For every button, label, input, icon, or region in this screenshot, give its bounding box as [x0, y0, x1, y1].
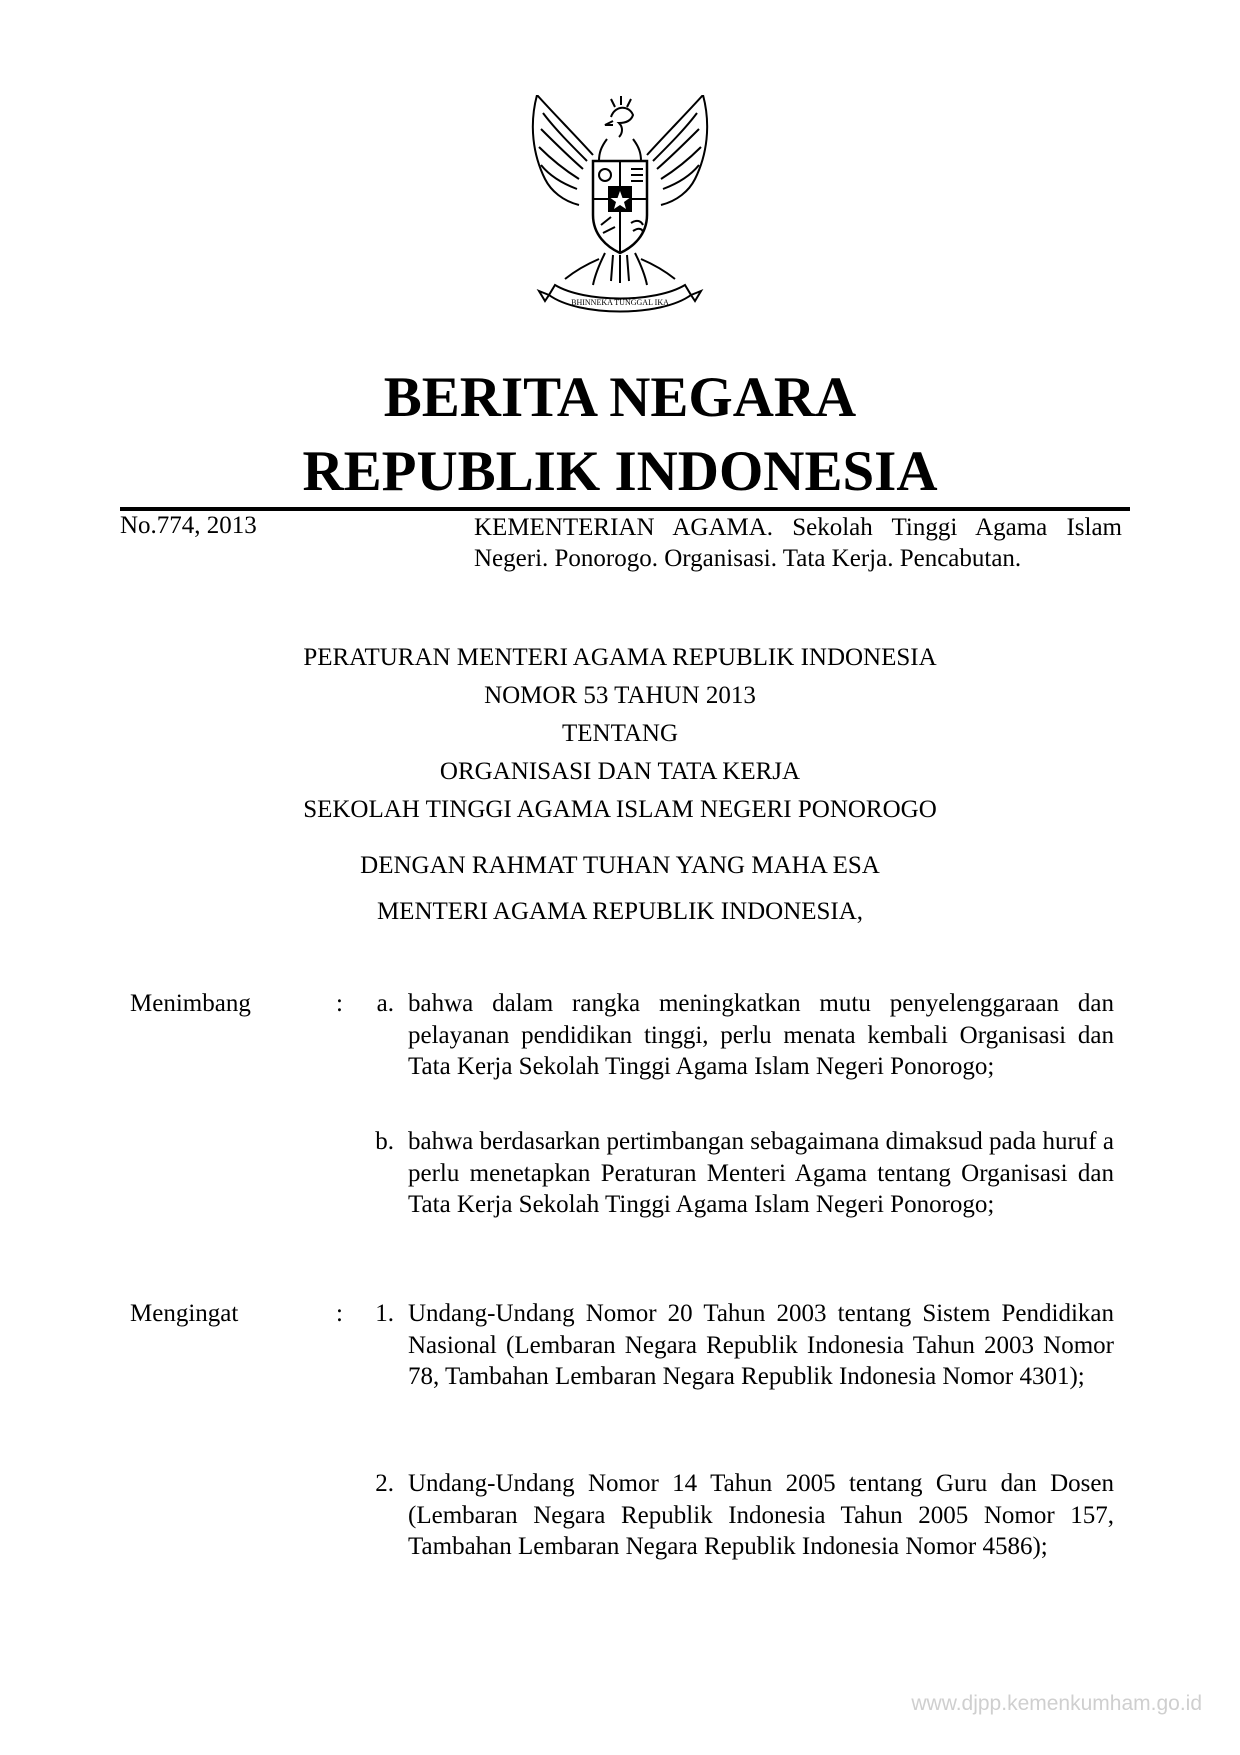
menimbang-item-mark: a. — [376, 990, 394, 1017]
mengingat-colon: : — [336, 1300, 343, 1327]
mengingat-label: Mengingat — [130, 1300, 239, 1327]
preamble-line1: DENGAN RAHMAT TUHAN YANG MAHA ESA — [360, 852, 880, 879]
menimbang-item-mark: b. — [375, 1128, 394, 1155]
masthead-title: BERITA NEGARA — [383, 366, 857, 429]
regulation-subject-line1: ORGANISASI DAN TATA KERJA — [439, 758, 801, 785]
watermark-url: www.djpp.kemenkumham.go.id — [911, 1692, 1202, 1715]
masthead-divider — [120, 507, 1130, 511]
mengingat-item-mark: 2. — [375, 1470, 394, 1497]
regulation-tentang: TENTANG — [561, 720, 679, 747]
gazette-number: No.774, 2013 — [120, 512, 257, 539]
mengingat-item-text: Undang-Undang Nomor 14 Tahun 2005 tentang Guru dan Dosen (Lembaran Negara Republik Indonesia Tahun 2005 Nomor 157, Tambahan Lembaran Negara Republik Indonesia Nomor 4586); — [408, 1470, 1114, 1560]
menimbang-label: Menimbang — [130, 990, 251, 1017]
masthead-subtitle: REPUBLIK INDONESIA — [302, 440, 938, 503]
preamble-line2: MENTERI AGAMA REPUBLIK INDONESIA, — [376, 898, 864, 925]
mengingat-item-text: Undang-Undang Nomor 20 Tahun 2003 tentang Sistem Pendidikan Nasional (Lembaran Negara Republik Indonesia Tahun 2003 Nomor 78, Tambahan Lembaran Negara Republik Indonesia Nomor 4301); — [408, 1300, 1114, 1390]
mengingat-item-mark: 1. — [375, 1300, 394, 1327]
menimbang-item-text: bahwa berdasarkan pertimbangan sebagaimana dimaksud pada huruf a perlu menetapkan Peraturan Menteri Agama tentang Organisasi dan Tata Kerja Sekolah Tinggi Agama Islam Negeri Ponorogo; — [408, 1128, 1114, 1218]
menimbang-item-text: bahwa dalam rangka meningkatkan mutu penyelenggaraan dan pelayanan pendidikan tinggi, perlu menata kembali Organisasi dan Tata Kerja Sekolah Tinggi Agama Islam Negeri Ponorogo; — [408, 990, 1114, 1080]
regulation-number: NOMOR 53 TAHUN 2013 — [484, 682, 756, 709]
garuda-emblem-icon — [515, 95, 725, 320]
regulation-subject-line2: SEKOLAH TINGGI AGAMA ISLAM NEGERI PONOROGO — [303, 796, 937, 823]
regulation-title: PERATURAN MENTERI AGAMA REPUBLIK INDONESIA — [303, 644, 937, 671]
gazette-subject: KEMENTERIAN AGAMA. Sekolah Tinggi Agama Islam Negeri. Ponorogo. Organisasi. Tata Kerja. Pencabutan. — [474, 514, 1122, 572]
emblem-ribbon-text: BHINNEKA TUNGGAL IKA — [571, 298, 669, 307]
menimbang-colon: : — [336, 990, 343, 1017]
